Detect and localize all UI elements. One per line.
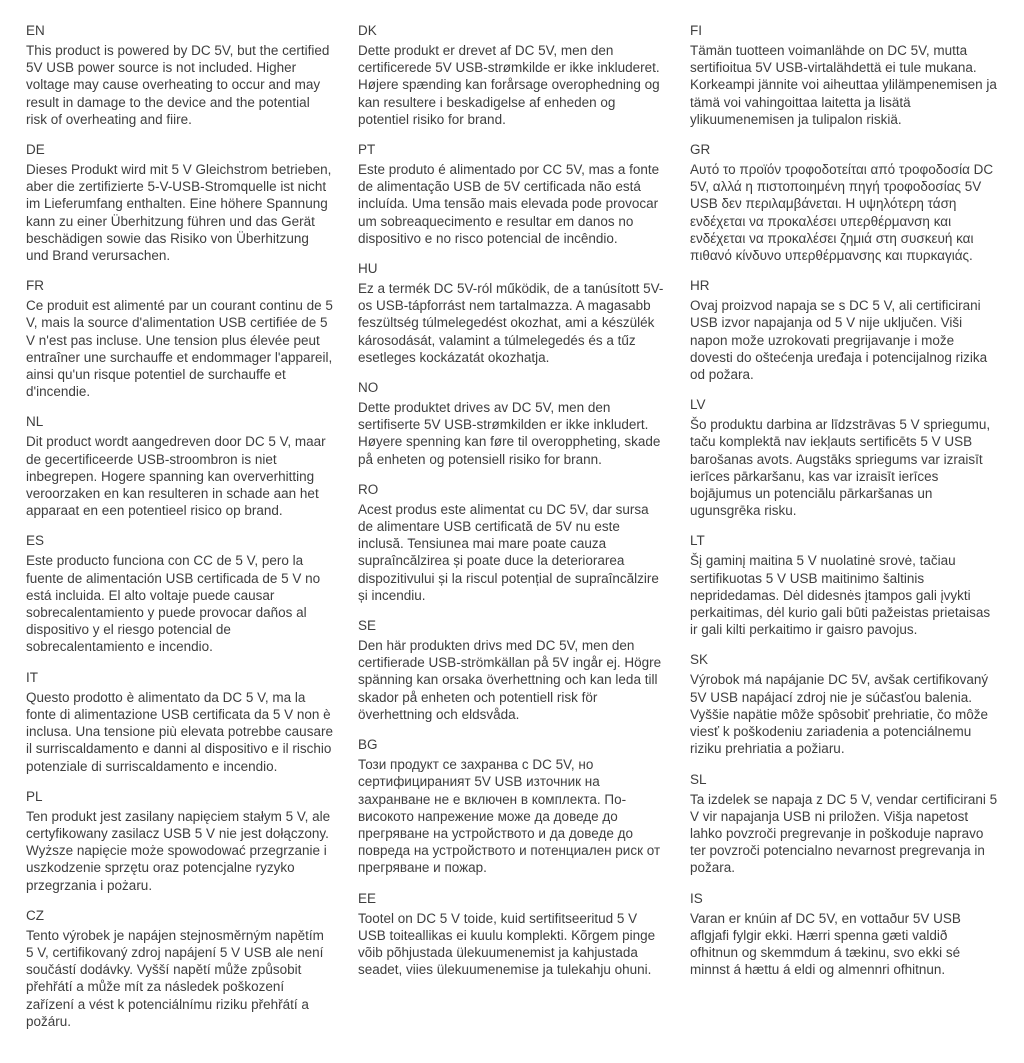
- lang-section-ee: [358, 890, 666, 979]
- lang-section-lv: [690, 396, 998, 519]
- language-code: PL: [26, 788, 43, 804]
- language-code: NL: [26, 414, 44, 430]
- lang-section-sl: [690, 771, 998, 877]
- language-text: Ta izdelek se napaja z DC 5 V, vendar certificirani 5 V vir napajanja USB ni priložen. Višja napetost lahko povzroči pregrevanje in poškoduje napravo ter povzroči potencialno nevarnost pregrevanja in požara.: [690, 791, 998, 876]
- language-text: Šį gaminį maitina 5 V nuolatinė srovė, tačiau sertifikuotas 5 V USB maitinimo šaltinis nepridedamas. Dėl didesnės įtampos gali įvykti perkaitimas, dėl kurio gali būti pažeistas prietaisas ir gali kilti perkaitimo ir gaisro pavojus.: [690, 553, 991, 638]
- language-text: Tento výrobek je napájen stejnosměrným napětím 5 V, certifikovaný zdroj napájení 5 V USB ale není součástí dodávky. Vyšší napětí může způsobit přehřátí a může mít za následek poškození zařízení a vést k potenciálnímu riziku přehřátí a požáru.: [26, 927, 324, 1029]
- language-code: LV: [690, 397, 706, 413]
- lang-section-fr: [26, 277, 334, 400]
- language-code: HR: [690, 278, 710, 294]
- language-code: CZ: [26, 907, 44, 923]
- lang-section-bg: [358, 736, 666, 876]
- language-code: LT: [690, 533, 705, 549]
- language-text: Dette produktet drives av DC 5V, men den sertifiserte 5V USB-strømkilden er ikke inkludert. Høyere spenning kan føre til overoppheting, skade på enheten og potensiell risiko for brann.: [358, 400, 661, 467]
- language-code: NO: [358, 380, 379, 396]
- language-text: Šo produktu darbina ar līdzstrāvas 5 V spriegumu, taču komplektā nav iekļauts sertificēts 5 V USB barošanas avots. Augstāks spriegums var izraisīt ierīces pārkaršanu, kas var izraisīt ierīces bojājumus un potenciālu pārkaršanas un ugunsgrēka risku.: [690, 417, 991, 519]
- language-text: Ten produkt jest zasilany napięciem stałym 5 V, ale certyfikowany zasilacz USB 5 V nie jest dołączony. Wyższe napięcie może spowodować przegrzanie i uszkodzenie sprzętu oraz potencjalne ryzyko przegrzania i pożaru.: [26, 808, 331, 893]
- language-text: This product is powered by DC 5V, but the certified 5V USB power source is not included. Higher voltage may cause overheating to occur and may result in damage to the device and the potential risk of overheating and fiire.: [26, 43, 330, 127]
- language-text: Este producto funciona con CC de 5 V, pero la fuente de alimentación USB certificada de 5 V no está incluida. El alto voltaje puede causar sobrecalentamiento y puede provocar daños al dispositivo y el riesgo potencial de sobrecalentamiento e incendio.: [26, 553, 321, 655]
- lang-section-es: [26, 532, 334, 655]
- lang-section-lt: [690, 532, 998, 638]
- language-code: RO: [358, 481, 379, 497]
- language-code: EN: [26, 23, 45, 38]
- language-code: FR: [26, 278, 44, 294]
- language-text: Tämän tuotteen voimanlähde on DC 5V, mutta sertifioitua 5V USB-virtalähdettä ei tule mukana. Korkeampi jännite voi aiheuttaa ylilämpenemisen ja tämä voi vahingoittaa laitetta ja lisätä ylikuumenemisen ja tulipalon riskiä.: [690, 43, 997, 127]
- lang-section-gr: [690, 141, 998, 264]
- language-code: ES: [26, 533, 45, 549]
- language-text: Questo prodotto è alimentato da DC 5 V, ma la fonte di alimentazione USB certificata da 5 V non è inclusa. Una tensione più elevata potrebbe causare il surriscaldamento e danni al dispositivo e il rischio potenziale di surriscaldamento e incendio.: [26, 689, 333, 774]
- language-code: SE: [358, 618, 377, 634]
- language-code: FI: [690, 23, 702, 38]
- language-text: Tootel on DC 5 V toide, kuid sertifitseeritud 5 V USB toiteallikas ei kuulu komplekti. Kõrgem pinge võib põhjustada ülekuumenemist ja kahjustada seadet, viies ülekuumenemise ja tulekahju ohuni.: [358, 910, 656, 978]
- language-code: EE: [358, 890, 377, 906]
- column-3: [690, 22, 998, 1043]
- lang-section-nl: [26, 413, 334, 519]
- language-text: Den här produkten drivs med DC 5V, men den certifierade USB-strömkällan på 5V ingår ej. Högre spänning kan orsaka överhettning och kan leda till skador på enheten och potentiell risk för överhettning och eldsvåda.: [358, 638, 662, 722]
- language-code: DK: [358, 23, 377, 38]
- language-code: DE: [26, 142, 45, 158]
- language-code: IS: [690, 890, 703, 906]
- lang-section-en: [26, 22, 334, 128]
- language-text: Dieses Produkt wird mit 5 V Gleichstrom betrieben, aber die zertifizierte 5-V-USB-Stromquelle ist nicht im Lieferumfang enthalten. Eine höhere Spannung kann zu einer Überhitzung führen und das Gerät beschädigen sowie das Risiko von Überhitzung und Brand verursachen.: [26, 162, 332, 264]
- language-text: Dette produkt er drevet af DC 5V, men den certificerede 5V USB-strømkilde er ikke inkluderet. Højere spænding kan forårsage overophedning og kan resultere i beskadigelse af enheden og potentiel risiko for brand.: [358, 43, 660, 127]
- lang-section-ro: [358, 481, 666, 604]
- language-text: Dit product wordt aangedreven door DC 5 V, maar de gecertificeerde USB-stroombron is niet inbegrepen. Hogere spanning kan oververhitting veroorzaken en kan resulteren in schade aan het apparaat en een potentieel risico op brand.: [26, 434, 326, 519]
- language-text: Ovaj proizvod napaja se s DC 5 V, ali certificirani USB izvor napajanja od 5 V nije uključen. Viši napon može uzrokovati pregrijavanje i može dovesti do oštećenja uređaja i potencijalnog rizika od požara.: [690, 298, 988, 383]
- lang-section-sk: [690, 651, 998, 757]
- lang-section-pt: [358, 141, 666, 247]
- lang-section-cz: [26, 907, 334, 1030]
- language-text: Αυτό το προϊόν τροφοδοτείται από τροφοδοσία DC 5V, αλλά η πιστοποιημένη πηγή τροφοδοσίας 5V USB δεν περιλαμβάνεται. Η υψηλότερη τάση ενδέχεται να προκαλέσει υπερθέρμανση και ενδέχεται να προκαλέσει ζημιά στη συσκευή και πιθανό κίνδυνο υπερθέρμανσης και πυρκαγιάς.: [690, 162, 994, 264]
- lang-section-fi: [690, 22, 998, 128]
- language-text: Este produto é alimentado por CC 5V, mas a fonte de alimentação USB de 5V certificada não está incluída. Uma tensão mais elevada pode provocar um sobreaquecimento e resultar em danos no dispositivo e no risco potencial de incêndio.: [358, 162, 660, 246]
- language-text: Varan er knúin af DC 5V, en vottaður 5V USB aflgjafi fylgir ekki. Hærri spenna gæti valdið ofhitnun og skemmdum á tækinu, svo ekki sé minnst á hættu á eldi og almennri ofhitnun.: [690, 910, 961, 978]
- language-text: Acest produs este alimentat cu DC 5V, dar sursa de alimentare USB certificată de 5V nu este inclusă. Tensiunea mai mare poate cauza supraîncălzirea și poate duce la deteriorarea dispozitivului și la riscul potențial de supraîncălzire și incendiu.: [358, 501, 659, 603]
- lang-section-se: [358, 617, 666, 723]
- language-code: SL: [690, 771, 707, 787]
- language-text: Ce produit est alimenté par un courant continu de 5 V, mais la source d'alimentation USB certifiée de 5 V n'est pas incluse. Une tension plus élevée peut entraîner une surchauffe et endommager l'appareil, ainsi qu'un risque potentiel de surchauffe et d'incendie.: [26, 298, 333, 400]
- language-code: SK: [690, 652, 709, 668]
- language-code: IT: [26, 669, 38, 685]
- language-code: GR: [690, 142, 711, 158]
- lang-section-it: [26, 669, 334, 775]
- column-1: [26, 22, 334, 1043]
- lang-section-pl: [26, 788, 334, 894]
- language-text: Ez a termék DC 5V-ról működik, de a tanúsított 5V-os USB-tápforrást nem tartalmazza. A magasabb feszültség túlmelegedést okozhat, ami a készülék károsodását, valamint a túlmelegedés és a tűz esetleges kockázatát okozhatja.: [358, 281, 664, 365]
- language-code: PT: [358, 142, 376, 158]
- lang-section-dk: [358, 22, 666, 128]
- language-code: BG: [358, 737, 378, 753]
- lang-section-no: [358, 379, 666, 468]
- language-text: Този продукт се захранва с DC 5V, но сертифицираният 5V USB източник на захранване не е включен в комплекта. По-високото напрежение може да доведе до прегряване на устройството и да доведе до повреда на устройството и потенциален риск от прегряване и пожар.: [358, 757, 661, 876]
- lang-section-hr: [690, 277, 998, 383]
- language-text: Výrobok má napájanie DC 5V, avšak certifikovaný 5V USB napájací zdroj nie je súčasťou balenia. Vyššie napätie môže spôsobiť prehriatie, čo môže viesť k poškodeniu zariadenia a potenciálnemu riziku prehriatia a požiaru.: [690, 672, 989, 757]
- language-code: HU: [358, 261, 378, 277]
- lang-section-is: [690, 890, 998, 979]
- lang-section-hu: [358, 260, 666, 366]
- column-2: [358, 22, 666, 1043]
- lang-section-de: [26, 141, 334, 264]
